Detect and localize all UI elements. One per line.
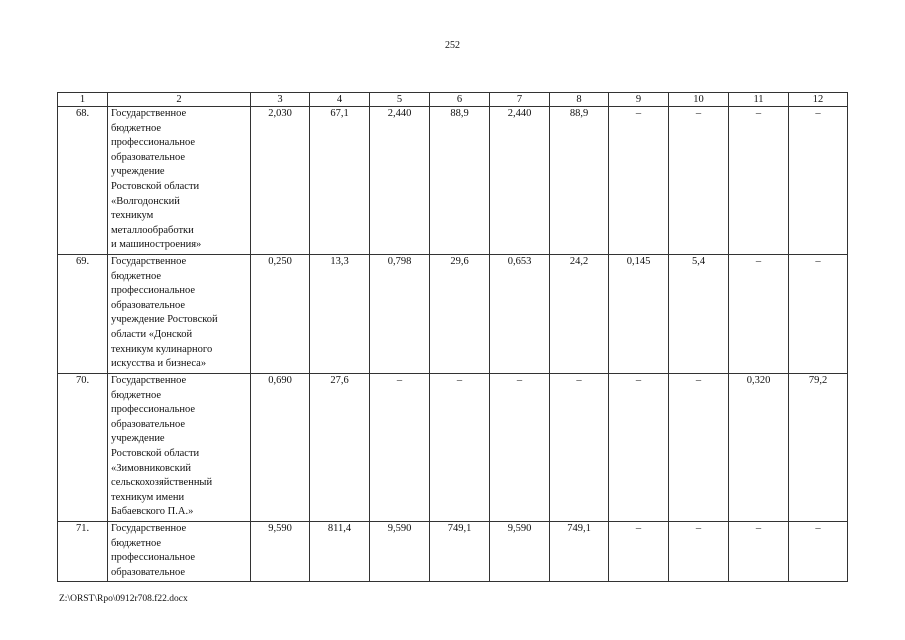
- table-cell: –: [669, 107, 729, 255]
- institution-name: Государственное бюджетное профессиональное образовательное учреждение Ростовской области «Зимовниковский сельскохозяйственный техникум имени Бабаевского П.А.»: [108, 374, 251, 522]
- table-cell: –: [669, 374, 729, 522]
- table-cell: –: [609, 522, 669, 582]
- row-number: 71.: [58, 522, 108, 582]
- table-cell: –: [789, 522, 848, 582]
- table-cell: –: [609, 374, 669, 522]
- table-cell: –: [370, 374, 430, 522]
- table-cell: 88,9: [430, 107, 490, 255]
- table-cell: –: [729, 522, 789, 582]
- table-cell: –: [430, 374, 490, 522]
- table-cell: 0,250: [251, 255, 310, 374]
- header-cell: 5: [370, 93, 430, 107]
- table-cell: 5,4: [669, 255, 729, 374]
- table-cell: 749,1: [550, 522, 609, 582]
- row-number: 69.: [58, 255, 108, 374]
- header-cell: 3: [251, 93, 310, 107]
- table-cell: 67,1: [310, 107, 370, 255]
- table-header-row: [58, 93, 848, 107]
- header-cell: 8: [550, 93, 609, 107]
- row-number: 68.: [58, 107, 108, 255]
- table-cell: –: [550, 374, 609, 522]
- table-row: [58, 107, 848, 255]
- table-cell: –: [669, 522, 729, 582]
- table-cell: 13,3: [310, 255, 370, 374]
- table-cell: 9,590: [251, 522, 310, 582]
- table-cell: –: [490, 374, 550, 522]
- table-cell: 2,440: [370, 107, 430, 255]
- header-cell: 1: [58, 93, 108, 107]
- table-row: [58, 522, 848, 582]
- table-cell: –: [609, 107, 669, 255]
- institution-name: Государственное бюджетное профессиональное образовательное учреждение Ростовской области «Донской техникум кулинарного искусства и бизнеса»: [108, 255, 251, 374]
- table-cell: –: [789, 255, 848, 374]
- table-cell: 0,653: [490, 255, 550, 374]
- table-cell: 29,6: [430, 255, 490, 374]
- table-cell: –: [729, 107, 789, 255]
- table-cell: 0,798: [370, 255, 430, 374]
- header-cell: 2: [108, 93, 251, 107]
- table-cell: 0,690: [251, 374, 310, 522]
- institution-name: Государственное бюджетное профессиональное образовательное: [108, 522, 251, 582]
- file-path-footer: Z:\ORST\Rpo\0912r708.f22.docx: [59, 594, 188, 604]
- table-cell: –: [789, 107, 848, 255]
- table-cell: 9,590: [490, 522, 550, 582]
- table-cell: 79,2: [789, 374, 848, 522]
- institution-name: Государственное бюджетное профессиональное образовательное учреждение Ростовской области «Волгодонский техникум металлообработки и машиностроения»: [108, 107, 251, 255]
- table-row: [58, 374, 848, 522]
- header-cell: 9: [609, 93, 669, 107]
- table-cell: 749,1: [430, 522, 490, 582]
- table-cell: 2,440: [490, 107, 550, 255]
- data-table: [57, 92, 848, 582]
- table-cell: 88,9: [550, 107, 609, 255]
- table-cell: 2,030: [251, 107, 310, 255]
- header-cell: 12: [789, 93, 848, 107]
- header-cell: 4: [310, 93, 370, 107]
- table-cell: 0,145: [609, 255, 669, 374]
- table-cell: 9,590: [370, 522, 430, 582]
- table-cell: 811,4: [310, 522, 370, 582]
- header-cell: 7: [490, 93, 550, 107]
- table-cell: 27,6: [310, 374, 370, 522]
- header-cell: 10: [669, 93, 729, 107]
- table-cell: 0,320: [729, 374, 789, 522]
- table-row: [58, 255, 848, 374]
- page-number: 252: [445, 40, 460, 51]
- table-cell: 24,2: [550, 255, 609, 374]
- header-cell: 11: [729, 93, 789, 107]
- row-number: 70.: [58, 374, 108, 522]
- table-cell: –: [729, 255, 789, 374]
- header-cell: 6: [430, 93, 490, 107]
